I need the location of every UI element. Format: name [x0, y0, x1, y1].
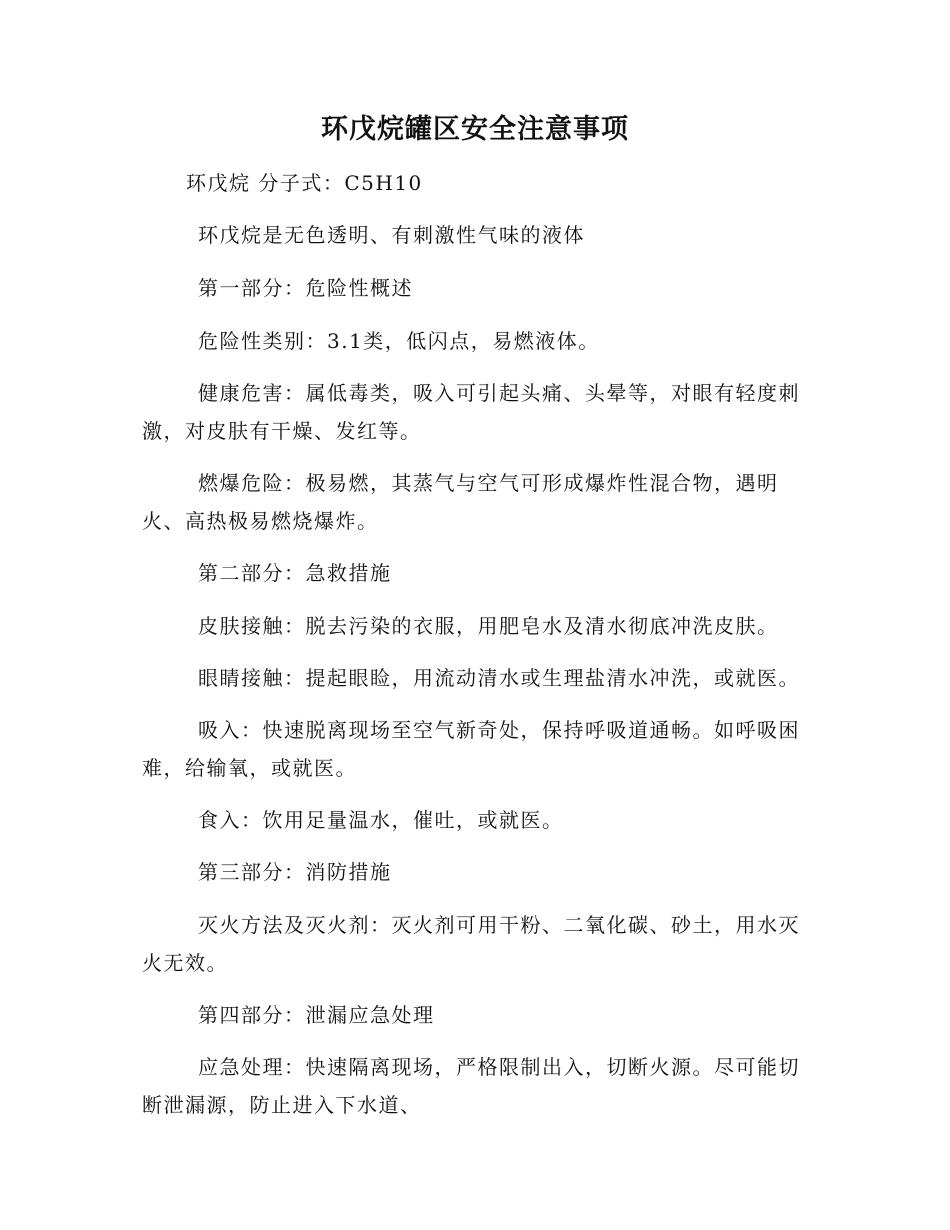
section-heading-2: 第二部分：急救措施	[198, 561, 392, 585]
section-heading-3: 第三部分：消防措施	[198, 860, 392, 884]
paragraph-description: 环戊烷是无色透明、有刺激性气味的液体	[198, 223, 585, 247]
paragraph-ingestion: 食入：饮用足量温水，催吐，或就医。	[198, 808, 564, 832]
paragraph-inhalation: 吸入：快速脱离现场至空气新奇处，保持呼吸道通畅。如呼吸困难，给输氧，或就医。	[142, 718, 800, 780]
paragraph-formula: 环戊烷 分子式：C5H10	[186, 171, 423, 195]
section-heading-1: 第一部分：危险性概述	[198, 276, 413, 300]
paragraph-health-hazard: 健康危害：属低毒类，吸入可引起头痛、头晕等，对眼有轻度刺激，对皮肤有干燥、发红等。	[142, 381, 800, 443]
paragraph-eye-contact: 眼睛接触：提起眼睑，用流动清水或生理盐清水冲洗，或就医。	[198, 666, 800, 690]
paragraph-extinguishing: 灭火方法及灭火剂：灭火剂可用干粉、二氧化碳、砂土，用水灭火无效。	[142, 913, 800, 975]
document-title: 环戊烷罐区安全注意事项	[321, 114, 629, 145]
section-heading-4: 第四部分：泄漏应急处理	[198, 1003, 435, 1027]
paragraph-explosion-hazard: 燃爆危险：极易燃，其蒸气与空气可形成爆炸性混合物，遇明火、高热极易燃烧爆炸。	[142, 471, 779, 533]
paragraph-emergency-handling: 应急处理：快速隔离现场，严格限制出入，切断火源。尽可能切断泄漏源，防止进入下水道、	[142, 1055, 800, 1117]
paragraph-hazard-class: 危险性类别：3.1类，低闪点，易燃液体。	[198, 329, 600, 353]
paragraph-skin-contact: 皮肤接触：脱去污染的衣服，用肥皂水及清水彻底冲洗皮肤。	[198, 614, 779, 638]
